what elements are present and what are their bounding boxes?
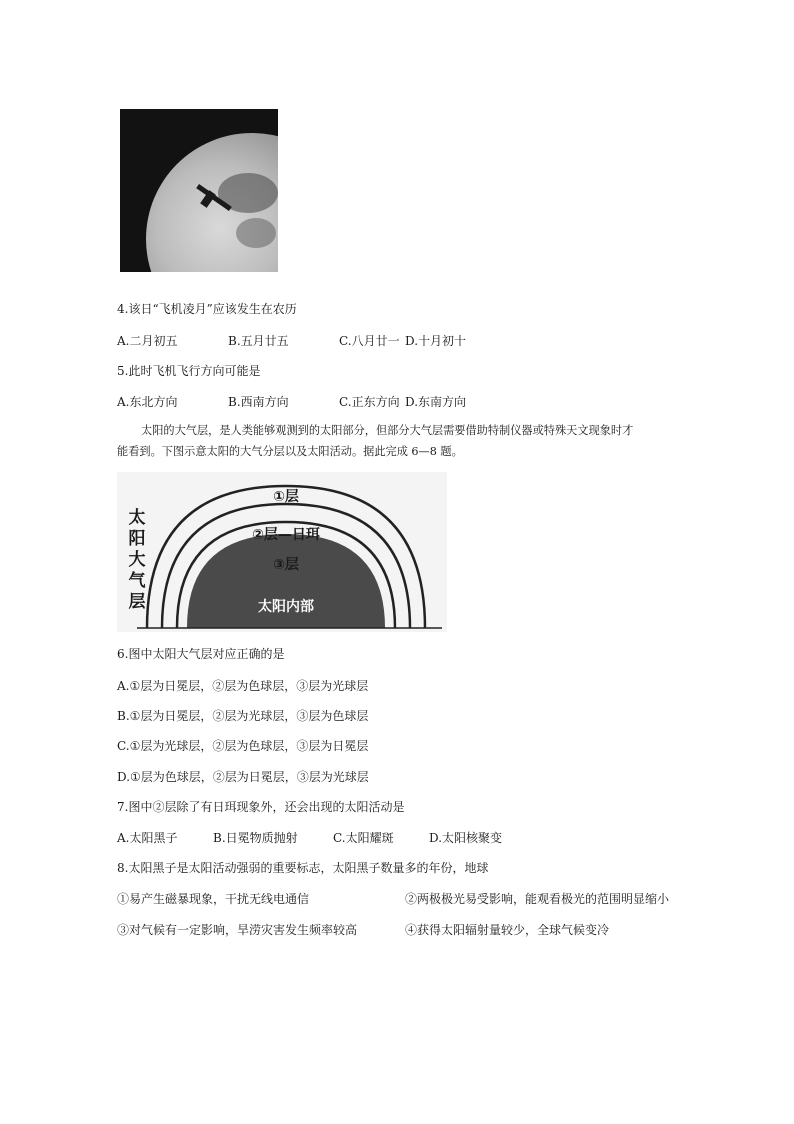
question-4-option-c: C.八月廿一	[339, 334, 400, 348]
side-label-char: 太	[128, 508, 146, 528]
question-6-option-c: C.①层为光球层，②层为色球层，③层为日冕层	[117, 739, 369, 753]
question-4-option-d: D.十月初十	[405, 334, 467, 348]
layer-2-label: ②层—日珥	[252, 527, 320, 543]
side-label-char: 阳	[128, 529, 146, 549]
passage-line-1: 太阳的大气层，是人类能够观测到的太阳部分，但部分大气层需要借助特制仪器或特殊天文现象时才	[141, 424, 634, 437]
side-label-char: 层	[128, 592, 146, 612]
question-6-stem: 6.图中太阳大气层对应正确的是	[117, 647, 285, 661]
question-7-option-d: D.太阳核聚变	[429, 831, 503, 845]
question-5-stem: 5.此时飞机飞行方向可能是	[117, 364, 261, 378]
question-8-stem: 8.太阳黑子是太阳活动强弱的重要标志，太阳黑子数量多的年份，地球	[117, 861, 489, 875]
layer-3-label: ③层	[273, 557, 299, 573]
question-6-option-d: D.①层为色球层，②层为日冕层，③层为光球层	[117, 770, 369, 784]
question-8-item-3: ③对气候有一定影响，旱涝灾害发生频率较高	[117, 923, 358, 937]
sun-interior-label: 太阳内部	[258, 599, 314, 615]
passage-line-2: 能看到。下图示意太阳的大气分层以及太阳活动。据此完成 6—8 题。	[117, 445, 463, 458]
question-8-item-1: ①易产生磁暴现象，干扰无线电通信	[117, 892, 310, 906]
question-5-option-a: A.东北方向	[117, 395, 178, 409]
question-7-option-c: C.太阳耀斑	[333, 831, 394, 845]
question-5-option-c: C.正东方向	[339, 395, 400, 409]
question-8-item-4: ④获得太阳辐射量较少，全球气候变冷	[405, 923, 610, 937]
passage	[117, 420, 682, 462]
question-8-item-2: ②两极极光易受影响，能观看极光的范围明显缩小	[405, 892, 670, 906]
moon-image	[146, 133, 278, 272]
question-5-option-d: D.东南方向	[405, 395, 467, 409]
lunar-maria	[236, 218, 276, 248]
layer-1-label: ①层	[273, 489, 299, 505]
side-label-char: 气	[128, 571, 146, 591]
question-7-option-b: B.日冕物质抛射	[213, 831, 298, 845]
question-4-option-b: B.五月廿五	[228, 334, 289, 348]
question-6-option-a: A.①层为日冕层，②层为色球层，③层为光球层	[117, 679, 369, 693]
question-4-option-a: A.二月初五	[117, 334, 178, 348]
side-label-char: 大	[128, 550, 146, 570]
moon-airplane-photo	[120, 109, 278, 272]
question-5-option-b: B.西南方向	[228, 395, 289, 409]
question-4-stem: 4.该日“飞机凌月”应该发生在农历	[117, 302, 297, 316]
sun-atmosphere-figure	[117, 472, 447, 632]
question-6-option-b: B.①层为日冕层，②层为光球层，③层为色球层	[117, 709, 369, 723]
question-7-stem: 7.图中②层除了有日珥现象外，还会出现的太阳活动是	[117, 800, 405, 814]
question-7-option-a: A.太阳黑子	[117, 831, 178, 845]
